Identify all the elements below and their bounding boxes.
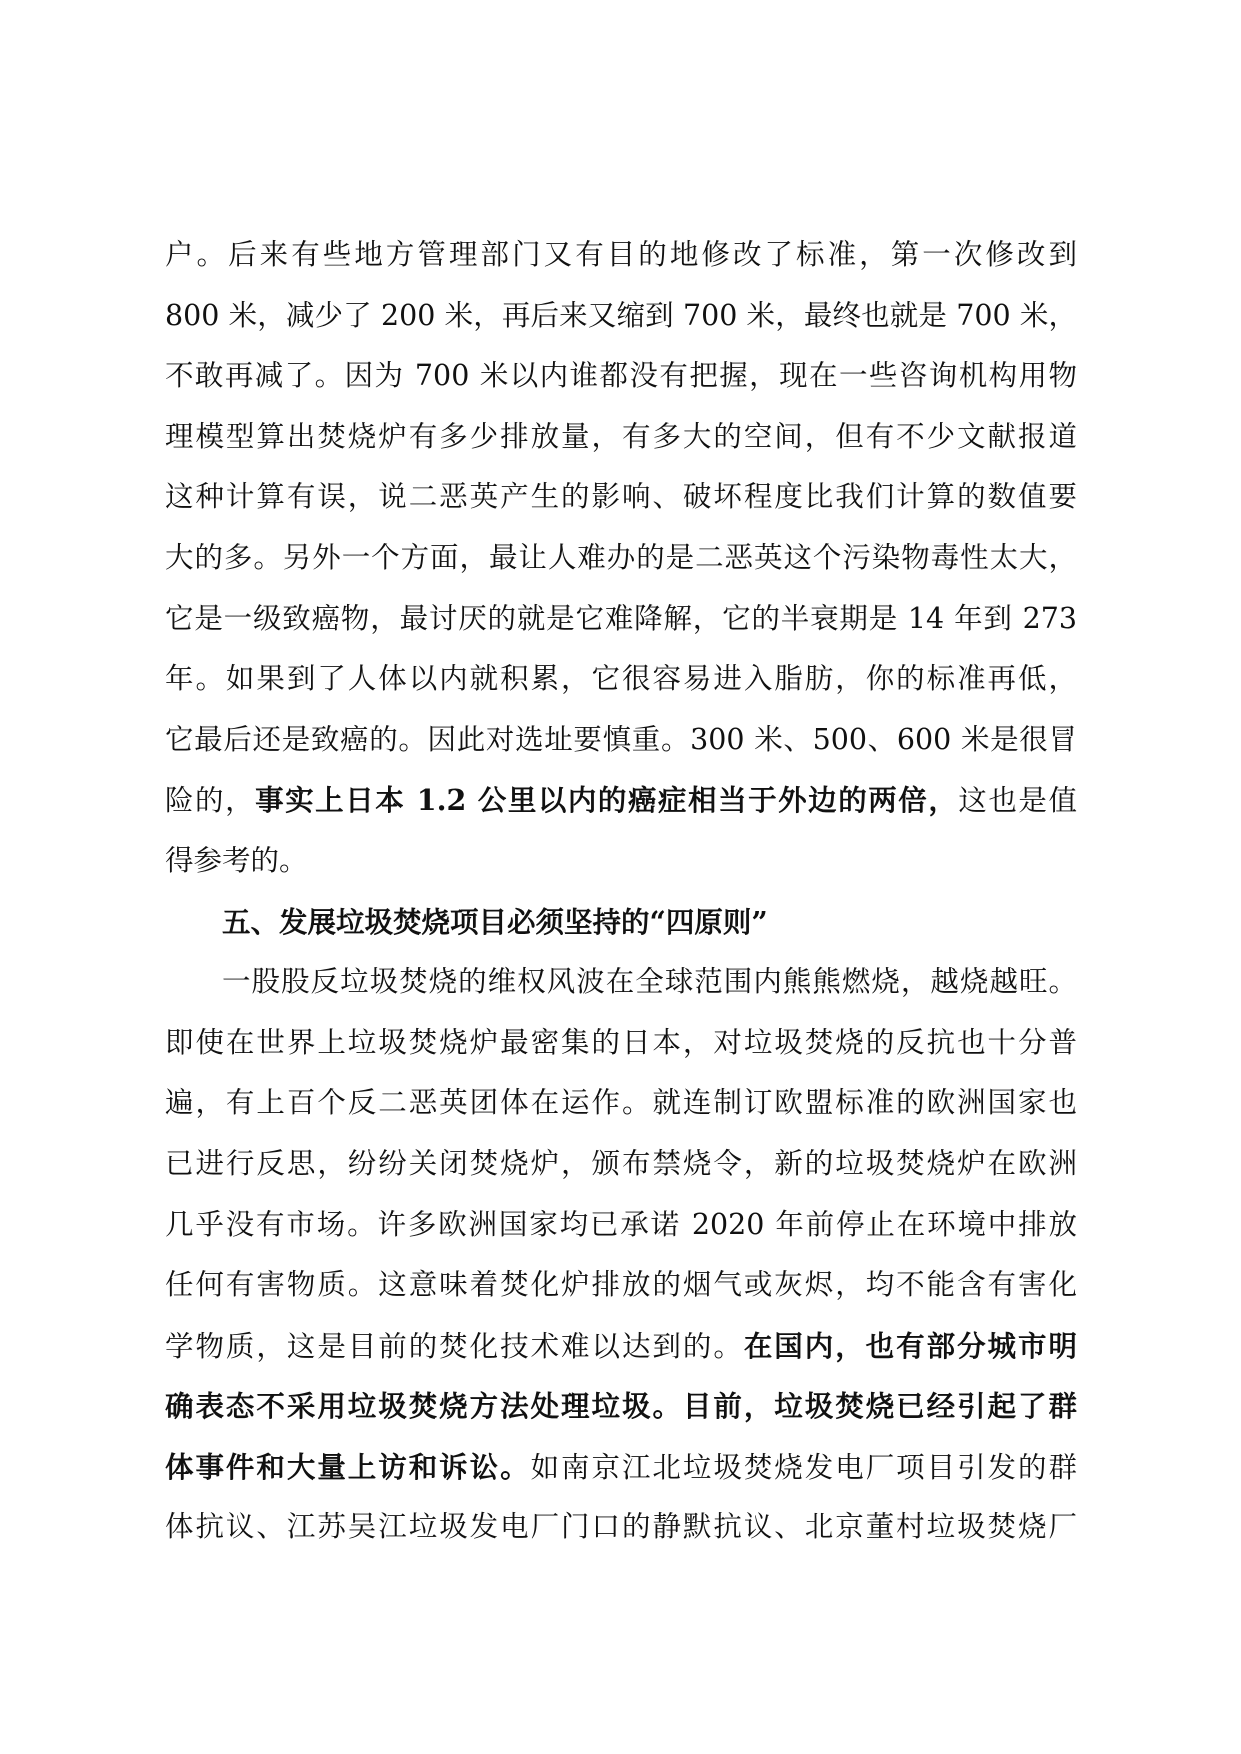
paragraph2-line: 即使在世界上垃圾焚烧炉最密集的日本，对垃圾焚烧的反抗也十分普 xyxy=(165,1025,1077,1059)
paragraph1-line: 这种计算有误，说二恶英产生的影响、破坏程度比我们计算的数值要 xyxy=(165,480,1077,514)
paragraph1-line: 800 米，减少了 200 米，再后来又缩到 700 米，最终也就是 700 米， xyxy=(165,298,1077,332)
text-run: 如南京江北垃圾焚烧发电厂项目引发的群 xyxy=(530,1450,1077,1484)
paragraph1-line: 它是一级致癌物，最讨厌的就是它难降解，它的半衰期是 14 年到 273 xyxy=(165,601,1077,635)
paragraph2-line: 体抗议、江苏吴江垃圾发电厂门口的静默抗议、北京董村垃圾焚烧厂 xyxy=(165,1510,1077,1544)
paragraph2-line: 已进行反思，纷纷关闭焚烧炉，颁布禁烧令，新的垃圾焚烧炉在欧洲 xyxy=(165,1146,1077,1180)
text-run: 学物质，这是目前的焚化技术难以达到的。 xyxy=(165,1329,744,1363)
paragraph1-line: 得参考的。 xyxy=(165,843,308,877)
paragraph2-line-bold: 确表态不采用垃圾焚烧方法处理垃圾。目前，垃圾焚烧已经引起了群 xyxy=(165,1389,1077,1424)
bold-text-run: 事实上日本 1.2 公里以内的癌症相当于外边的两倍， xyxy=(255,783,959,818)
paragraph2-line: 遍，有上百个反二恶英团体在运作。就连制订欧盟标准的欧洲国家也 xyxy=(165,1086,1077,1120)
paragraph1-line: 理模型算出焚烧炉有多少排放量，有多大的空间，但有不少文献报道 xyxy=(165,419,1077,453)
body-text xyxy=(165,225,1077,1558)
paragraph1-line: 它最后还是致癌的。因此对选址要慎重。300 米、500、600 米是很冒 xyxy=(165,722,1077,756)
bold-text-run: 体事件和大量上访和诉讼。 xyxy=(165,1449,531,1484)
paragraph1-line: 大的多。另外一个方面，最让人难办的是二恶英这个污染物毒性太大， xyxy=(165,540,1077,574)
bold-text-run: 在国内，也有部分城市明 xyxy=(743,1328,1077,1363)
paragraph1-line: 户。后来有些地方管理部门又有目的地修改了标准，第一次修改到 xyxy=(165,238,1077,271)
paragraph2-line: 一股股反垃圾焚烧的维权风波在全球范围内熊熊燃烧，越烧越旺。 xyxy=(222,965,1077,999)
text-run: 险的， xyxy=(165,784,256,818)
paragraph1-line: 年。如果到了人体以内就积累，它很容易进入脂肪，你的标准再低， xyxy=(165,662,1077,696)
paragraph2-line: 任何有害物质。这意味着焚化炉排放的烟气或灰烬，均不能含有害化 xyxy=(165,1268,1077,1302)
paragraph1-line: 不敢再减了。因为 700 米以内谁都没有把握，现在一些咨询机构用物 xyxy=(165,359,1077,393)
paragraph2-line-mixed xyxy=(165,1437,1077,1498)
paragraph1-line-mixed xyxy=(165,770,1077,831)
paragraph2-line: 几乎没有市场。许多欧洲国家均已承诺 2020 年前停止在环境中排放 xyxy=(165,1207,1077,1241)
section-heading: 五、发展垃圾焚烧项目必须坚持的“四原则” xyxy=(222,904,768,939)
paragraph2-line-mixed xyxy=(165,1316,1077,1377)
text-run: 这也是值 xyxy=(958,784,1077,818)
